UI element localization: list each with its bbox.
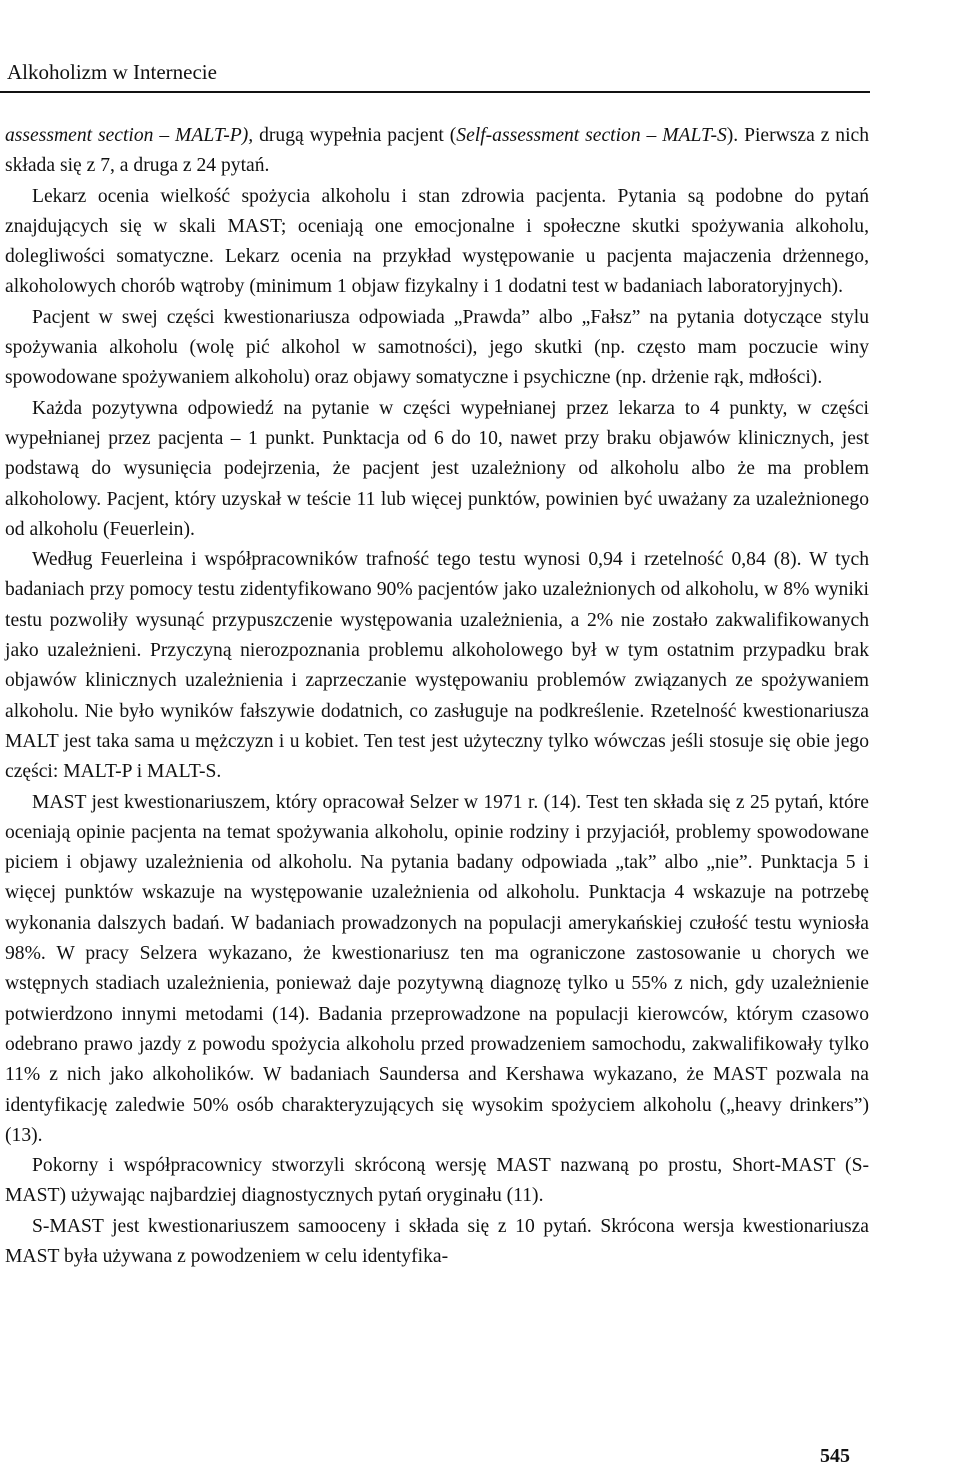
paragraph-1-rest: ). Pierwsza z nich składa się z 7, a druga z 24 pytań.	[5, 125, 870, 177]
paragraph-4: Każda pozytywna odpowiedź na pytanie w części wypełnianej przez lekarza to 4 punkty, w części wypełnianej przez pacjenta – 1 punkt. Punktacja od 6 do 10, nawet przy braku objawów klinicznych, jest podstawą do wysunięcia podejrzenia, że pacjent jest uzależniony od alkoholu albo że ma problem alkoholowy. Pacjent, który uzyskał w teście 11 lub więcej punktów, powinien być uważany za uzależnionego od alkoholu (Feuerlein).	[5, 397, 869, 540]
paragraph-7: Pokorny i współpracownicy stworzyli skróconą wersję MAST nazwaną po prostu, Short-MAST (S-MAST) używając najbardziej diagnostycznych pytań oryginału (11).	[5, 1155, 869, 1207]
paragraph-5: Według Feuerleina i współpracowników trafność tego testu wynosi 0,94 i rzetelność 0,84 (8). W tych badaniach przy pomocy testu zidentyfikowano 90% pacjentów jako uzależnionych od alkoholu, w 8% wyniki testu pozwoliły wysunąć przypuszczenie występowania uzależnienia, a 2% nie zostało zakwalifikowanych jako uzależnieni. Przyczyną nierozpoznania problemu alkoholowego był w tym ostatnim przypadku brak objawów klinicznych uzależnienia i zaprzeczanie występowaniu problemów związanych ze spożywaniem alkoholu. Nie było wyników fałszywie dodatnich, co zasługuje na podkreślenie. Rzetelność kwestionariusza MALT jest taka sama u mężczyzn i u kobiet. Ten test jest użyteczny tylko wówczas jeśli stosuje się obie jego części: MALT-P i MALT-S.	[5, 549, 869, 783]
paragraph-1-mid: drugą wypełnia pacjent (	[253, 125, 457, 146]
paragraph-1-italic-lead: assessment section – MALT-P),	[5, 125, 254, 146]
paragraph-3: Pacjent w swej części kwestionariusza odpowiada „Prawda” albo „Fałsz” na pytania dotyczące stylu spożywania alkoholu (wolę pić alkohol w samotności), jego skutki (np. często mam poczucie winy spowodowane spożywaniem alkoholu) oraz objawy somatyczne i psychiczne (np. drżenie rąk, mdłości).	[5, 306, 869, 389]
header-rule	[0, 91, 870, 93]
paragraph-8: S-MAST jest kwestionariuszem samooceny i składa się z 10 pytań. Skrócona wersja kwestionariusza MAST była używana z powodzeniem w celu identyfika-	[5, 1215, 869, 1267]
paragraph-2: Lekarz ocenia wielkość spożycia alkoholu i stan zdrowia pacjenta. Pytania są podobne do pytań znajdujących się w skali MAST; oceniają one emocjonalne i społeczne skutki spożywania alkoholu, dolegliwości somatyczne. Lekarz ocenia na przykład występowanie u pacjenta majaczenia drżennego, alkoholowych chorób wątroby (minimum 1 objaw fizykalny i 1 dodatni test w badaniach laboratoryjnych).	[5, 185, 869, 298]
page-number: 545	[820, 1445, 850, 1467]
paragraph-6: MAST jest kwestionariuszem, który opracował Selzer w 1971 r. (14). Test ten składa się z 25 pytań, które oceniają opinie pacjenta na temat spożywania alkoholu, opinie rodziny i przyjaciół, problemy spowodowane piciem i objawy uzależnienia od alkoholu. Na pytania badany odpowiada „tak” albo „nie”. Punktacja 5 i więcej punktów wskazuje na występowanie uzależnienia od alkoholu. Punktacja 4 wskazuje na potrzebę wykonania dalszych badań. W badaniach prowadzonych na populacji amerykańskiej czułość testu wyniosła 98%. W pracy Selzera wykazano, że kwestionariusz ten ma ograniczone zastosowanie u chorych we wstępnych stadiach uzależnienia, ponieważ daje pozytywną diagnozę tylko u 55% z nich, gdy uzależnienie potwierdzono innymi metodami (14). Badania przeprowadzone na populacji kierowców, którym czasowo odebrano prawo jazdy z powodu spożycia alkoholu przed prowadzeniem samochodu, zakwalifikowały tylko 11% z nich jako alkoholików. W badaniach Saundersa and Kershawa wykazano, że MAST pozwala na identyfikację zaledwie 50% osób charakteryzujących się wysokim spożyciem alkoholu („heavy drinkers”) (13).	[5, 791, 869, 1146]
paragraph-1-italic-mid: Self-assessment section – MALT-S	[456, 125, 727, 146]
body-text	[5, 121, 869, 1272]
running-header: Alkoholizm w Internecie	[7, 60, 217, 84]
paragraph-1	[5, 121, 869, 182]
